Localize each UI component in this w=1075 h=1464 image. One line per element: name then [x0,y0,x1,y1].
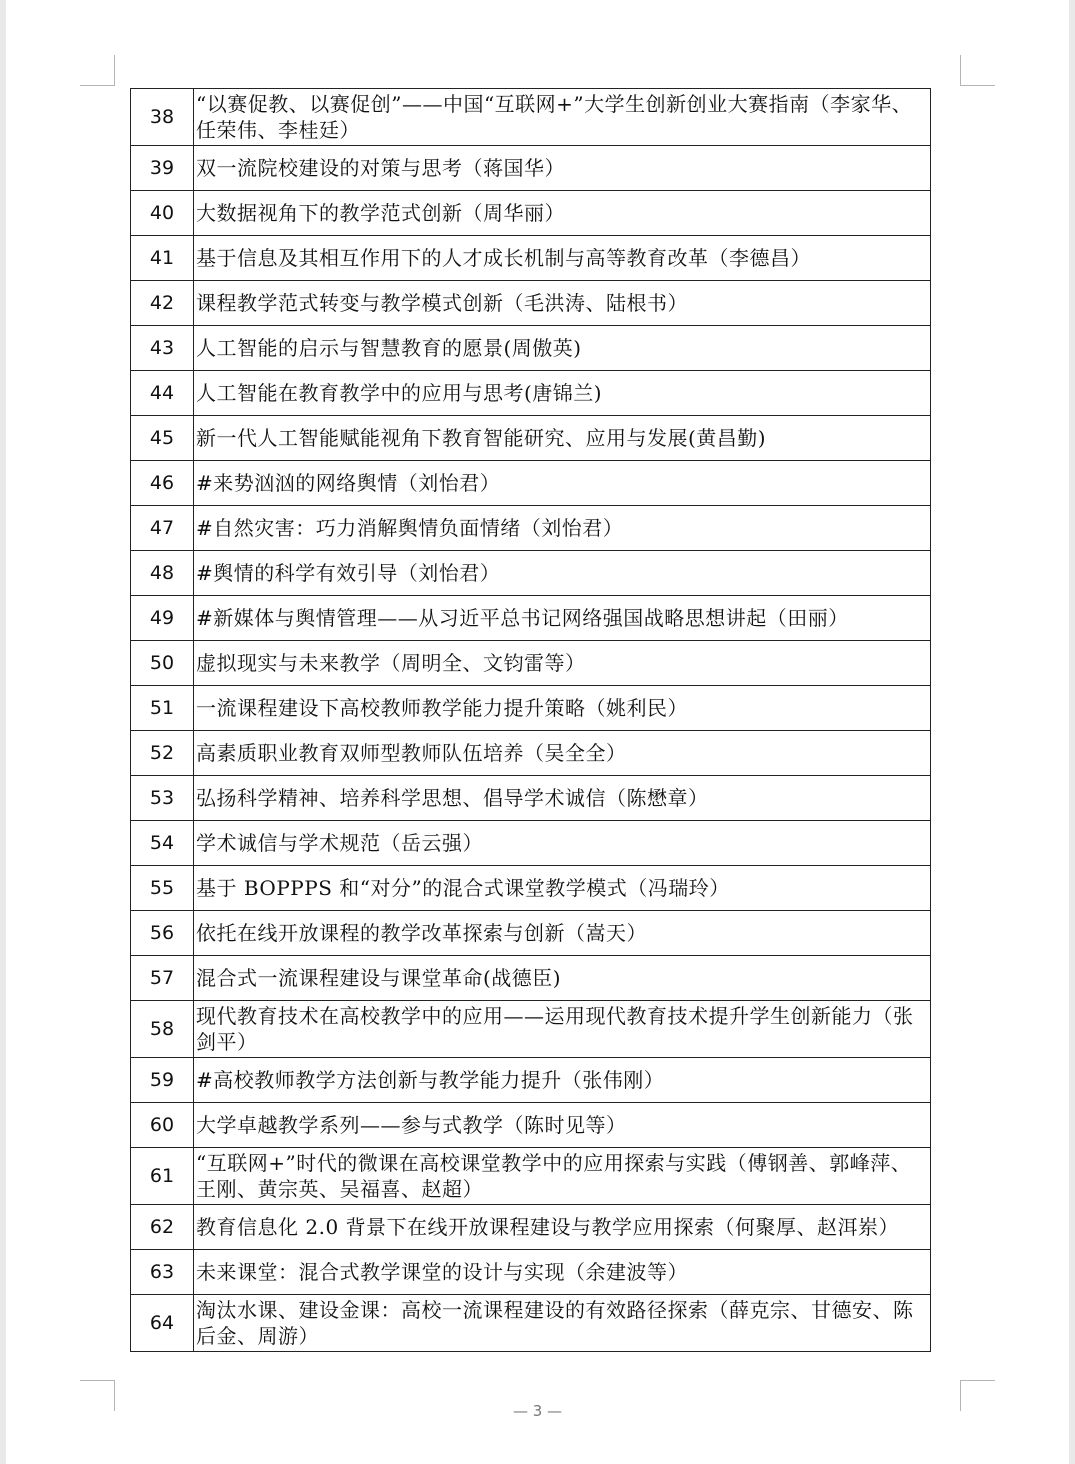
row-number: 50 [131,641,194,686]
row-number: 43 [131,326,194,371]
table-row [131,776,931,821]
table-row [131,416,931,461]
crop-mark-top-left [80,55,115,86]
table-row [131,1295,931,1352]
row-number: 41 [131,236,194,281]
row-number: 47 [131,506,194,551]
row-number: 38 [131,89,194,146]
row-number: 49 [131,596,194,641]
row-title: 基于 BOPPPS 和“对分”的混合式课堂教学模式（冯瑞玲） [194,866,931,911]
row-title: 混合式一流课程建设与课堂革命(战德臣) [194,956,931,1001]
row-title: #新媒体与舆情管理——从习近平总书记网络强国战略思想讲起（田丽） [194,596,931,641]
table-row [131,371,931,416]
row-title: #高校教师教学方法创新与教学能力提升（张伟刚） [194,1058,931,1103]
row-number: 57 [131,956,194,1001]
row-number: 45 [131,416,194,461]
row-number: 39 [131,146,194,191]
row-title: 基于信息及其相互作用下的人才成长机制与高等教育改革（李德昌） [194,236,931,281]
table-row [131,326,931,371]
row-number: 56 [131,911,194,956]
table-row [131,506,931,551]
row-title: 淘汰水课、建设金课：高校一流课程建设的有效路径探索（薛克宗、甘德安、陈后金、周游） [194,1295,931,1352]
table-row [131,89,931,146]
row-number: 40 [131,191,194,236]
row-number: 61 [131,1148,194,1205]
row-title: 人工智能的启示与智慧教育的愿景(周傲英) [194,326,931,371]
table-row [131,731,931,776]
table-row [131,911,931,956]
table-row [131,1250,931,1295]
row-title: 大学卓越教学系列——参与式教学（陈时见等） [194,1103,931,1148]
row-number: 48 [131,551,194,596]
table-row [131,1103,931,1148]
row-number: 44 [131,371,194,416]
table-row [131,191,931,236]
row-title: #自然灾害：巧力消解舆情负面情绪（刘怡君） [194,506,931,551]
table-row [131,551,931,596]
table-row [131,686,931,731]
crop-mark-top-right [960,55,995,86]
row-title: 一流课程建设下高校教师教学能力提升策略（姚利民） [194,686,931,731]
row-title: #来势汹汹的网络舆情（刘怡君） [194,461,931,506]
row-number: 62 [131,1205,194,1250]
table-row [131,1001,931,1058]
table-row [131,1058,931,1103]
row-title: 新一代人工智能赋能视角下教育智能研究、应用与发展(黄昌勤) [194,416,931,461]
row-title: “互联网+”时代的微课在高校课堂教学中的应用探索与实践（傅钢善、郭峰萍、王刚、黄宗英、吴福喜、赵超） [194,1148,931,1205]
row-title: 课程教学范式转变与教学模式创新（毛洪涛、陆根书） [194,281,931,326]
row-title: 依托在线开放课程的教学改革探索与创新（嵩天） [194,911,931,956]
table-row [131,281,931,326]
row-title: 学术诚信与学术规范（岳云强） [194,821,931,866]
row-number: 55 [131,866,194,911]
table-row [131,866,931,911]
row-title: 教育信息化 2.0 背景下在线开放课程建设与教学应用探索（何聚厚、赵洱岽） [194,1205,931,1250]
row-number: 63 [131,1250,194,1295]
table-row [131,641,931,686]
row-title: 大数据视角下的教学范式创新（周华丽） [194,191,931,236]
row-title: 双一流院校建设的对策与思考（蒋国华） [194,146,931,191]
row-number: 51 [131,686,194,731]
row-number: 46 [131,461,194,506]
row-number: 64 [131,1295,194,1352]
table-row [131,146,931,191]
row-title: 现代教育技术在高校教学中的应用——运用现代教育技术提升学生创新能力（张剑平） [194,1001,931,1058]
table-row [131,236,931,281]
table-row [131,821,931,866]
page-number: — 3 — [512,1402,563,1420]
row-number: 42 [131,281,194,326]
row-number: 58 [131,1001,194,1058]
row-title: “以赛促教、以赛促创”——中国“互联网+”大学生创新创业大赛指南（李家华、任荣伟、李桂廷） [194,89,931,146]
row-number: 59 [131,1058,194,1103]
row-title: 未来课堂：混合式教学课堂的设计与实现（余建波等） [194,1250,931,1295]
table-row [131,956,931,1001]
course-list-table [130,88,931,1352]
table-row [131,1205,931,1250]
row-number: 52 [131,731,194,776]
row-title: 虚拟现实与未来教学（周明全、文钧雷等） [194,641,931,686]
row-title: #舆情的科学有效引导（刘怡君） [194,551,931,596]
row-number: 60 [131,1103,194,1148]
row-title: 人工智能在教育教学中的应用与思考(唐锦兰) [194,371,931,416]
row-title: 弘扬科学精神、培养科学思想、倡导学术诚信（陈懋章） [194,776,931,821]
row-title: 高素质职业教育双师型教师队伍培养（吴全全） [194,731,931,776]
table-row [131,461,931,506]
table-row [131,596,931,641]
row-number: 54 [131,821,194,866]
row-number: 53 [131,776,194,821]
table-row [131,1148,931,1205]
